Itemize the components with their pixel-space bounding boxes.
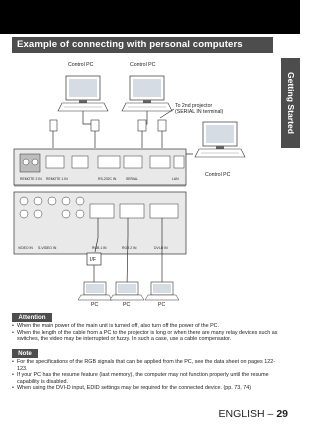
control-pc-left-label: Control PC	[68, 62, 94, 68]
side-tab-label: Getting Started	[285, 71, 296, 135]
attention-item: • When the length of the cable from a PC to the projector is long or when there are many relay devices such as switches, the video may be interrupted or fuzzy. In such a case, use a cable compensator.	[12, 330, 280, 343]
adapter-3	[138, 120, 146, 131]
page-number: 29	[276, 408, 288, 420]
pc-2-icon	[110, 282, 144, 300]
port-rgb1-label: RGB 1 IN	[92, 246, 107, 250]
pc-3-label: PC	[158, 302, 166, 306]
port-serial-label: SERIAL	[126, 177, 139, 181]
port-remote2-label: REMOTE 2 IN	[20, 177, 42, 181]
attention-list	[12, 323, 280, 343]
section-title: Example of connecting with personal computers	[12, 37, 273, 53]
control-pc-side-icon	[195, 122, 245, 157]
port-rgb2-label: RGB 2 IN	[122, 246, 137, 250]
control-pc-right-label: Control PC	[130, 62, 156, 68]
adapter-1	[50, 120, 57, 131]
footer-language: ENGLISH –	[218, 408, 277, 420]
port-dvi-label: DVI-D IN	[154, 246, 168, 250]
note-item: • When using the DVI-D input, EDID settings may be required for the connected device. (pp. 73, 74)	[12, 385, 280, 392]
adapter-2	[91, 120, 99, 131]
attention-label: Attention	[12, 313, 52, 322]
header-bar	[0, 0, 300, 34]
pc-2-label: PC	[123, 302, 131, 306]
port-remote1-label: REMOTE 1 IN	[46, 177, 68, 181]
pc-1-icon	[78, 282, 112, 300]
connection-diagram	[12, 56, 288, 306]
second-projector-label: To 2nd projector	[175, 103, 213, 109]
control-pc-right-icon	[122, 76, 172, 111]
projector-terminal-panel	[14, 149, 186, 254]
if-box-label: I/F	[90, 257, 97, 263]
note-item: • If your PC has the resume feature (last memory), the computer may not function properly until the resume capability is disabled.	[12, 372, 280, 385]
note-list	[12, 359, 280, 392]
note-label: Note	[12, 349, 38, 358]
pc-3-icon	[145, 282, 179, 300]
page-footer	[219, 408, 288, 420]
control-pc-side-label: Control PC	[205, 172, 231, 178]
note-item: • For the specifications of the RGB signals that can be applied from the PC, see the data sheet on pages 122-123.	[12, 359, 280, 372]
port-svideo-label: S-VIDEO IN	[38, 246, 57, 250]
adapter-4	[158, 120, 166, 131]
pc-1-label: PC	[91, 302, 99, 306]
control-pc-left-icon	[58, 76, 108, 111]
port-lan-label: LAN	[172, 177, 179, 181]
port-rs232c-label: RS-232C IN	[98, 177, 117, 181]
attention-item: • When the main power of the main unit is turned off, also turn off the power of the PC.	[12, 323, 280, 330]
second-projector-terminal-label: (SERIAL IN terminal)	[175, 109, 224, 115]
port-video-label: VIDEO IN	[18, 246, 33, 250]
